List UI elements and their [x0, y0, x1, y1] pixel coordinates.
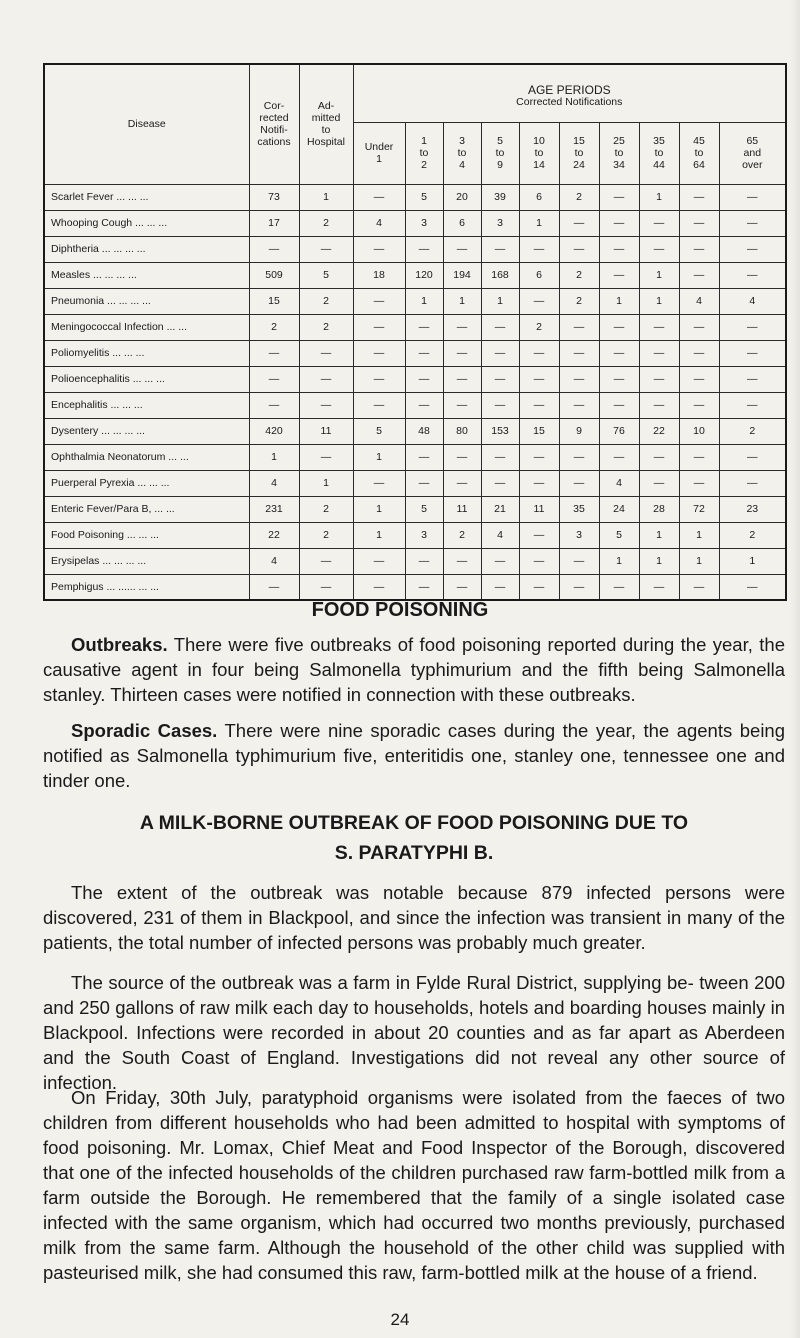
table-cell: —	[405, 236, 443, 262]
table-cell: —	[481, 340, 519, 366]
table-cell: 11	[443, 496, 481, 522]
table-cell: —	[481, 470, 519, 496]
table-cell: —	[599, 366, 639, 392]
table-cell: —	[719, 574, 786, 600]
table-cell: —	[299, 444, 353, 470]
table-cell: 4	[599, 470, 639, 496]
table-cell: —	[519, 392, 559, 418]
table-cell: —	[481, 366, 519, 392]
table-cell: 194	[443, 262, 481, 288]
table-cell: —	[519, 470, 559, 496]
table-cell: —	[405, 314, 443, 340]
table-cell: 420	[249, 418, 299, 444]
table-cell: 3	[405, 210, 443, 236]
table-cell: 4	[249, 548, 299, 574]
table-cell: —	[679, 184, 719, 210]
table-cell: —	[599, 340, 639, 366]
table-cell: 2	[559, 288, 599, 314]
table-cell: 22	[249, 522, 299, 548]
table-cell: 2	[719, 418, 786, 444]
table-cell: 39	[481, 184, 519, 210]
table-cell: —	[405, 366, 443, 392]
table-cell: —	[481, 392, 519, 418]
table-cell: —	[481, 574, 519, 600]
table-cell: —	[249, 340, 299, 366]
header-age-4: 10 to 14	[519, 122, 559, 184]
disease-name: Encephalitis ... ... ...	[44, 392, 249, 418]
table-cell: 2	[249, 314, 299, 340]
table-cell: 1	[519, 210, 559, 236]
table-cell: 1	[679, 548, 719, 574]
table-cell: —	[559, 340, 599, 366]
table-row	[44, 574, 786, 600]
table-cell: 5	[599, 522, 639, 548]
table-cell: 1	[353, 444, 405, 470]
table-cell: —	[405, 340, 443, 366]
table-cell: 153	[481, 418, 519, 444]
table-cell: —	[599, 236, 639, 262]
header-age-3: 5 to 9	[481, 122, 519, 184]
table-cell: 35	[559, 496, 599, 522]
table-cell: 6	[519, 184, 559, 210]
disease-name: Poliomyelitis ... ... ...	[44, 340, 249, 366]
table-cell: 23	[719, 496, 786, 522]
table-row	[44, 340, 786, 366]
table-row	[44, 210, 786, 236]
table-cell: —	[719, 444, 786, 470]
table-cell: —	[353, 236, 405, 262]
header-admitted-to-hospital: Ad- mitted to Hospital	[299, 64, 353, 184]
disease-name: Whooping Cough ... ... ...	[44, 210, 249, 236]
disease-name: Pemphigus ... ...... ... ...	[44, 574, 249, 600]
table-cell: 15	[249, 288, 299, 314]
table-cell: 3	[481, 210, 519, 236]
table-cell: 1	[679, 522, 719, 548]
table-row	[44, 236, 786, 262]
table-cell: 1	[639, 262, 679, 288]
milk-outbreak-paragraph-3	[43, 1085, 785, 1285]
table-cell: 5	[299, 262, 353, 288]
header-age-1: 1 to 2	[405, 122, 443, 184]
table-cell: —	[679, 340, 719, 366]
table-cell: —	[299, 340, 353, 366]
table-cell: —	[519, 444, 559, 470]
table-cell: 22	[639, 418, 679, 444]
table-cell: —	[405, 392, 443, 418]
header-age-0: Under 1	[353, 122, 405, 184]
table-cell: 1	[405, 288, 443, 314]
table-cell: —	[679, 314, 719, 340]
table-cell: 17	[249, 210, 299, 236]
table-cell: —	[299, 548, 353, 574]
table-cell: —	[719, 262, 786, 288]
table-cell: —	[639, 366, 679, 392]
table-cell: 10	[679, 418, 719, 444]
disease-name: Polioencephalitis ... ... ...	[44, 366, 249, 392]
table-cell: 15	[519, 418, 559, 444]
table-cell: 1	[353, 496, 405, 522]
table-cell: —	[719, 340, 786, 366]
table-cell: 2	[299, 288, 353, 314]
table-cell: —	[443, 574, 481, 600]
page-edge-shadow	[790, 0, 800, 1338]
table-cell: —	[719, 470, 786, 496]
milk-para-1-text: The extent of the outbreak was notable because 879 infected persons were discovered, 231 of them in Blackpool, and since the infection was transient in many of the patients, the total number of infected persons was probably much greater.	[43, 882, 785, 953]
table-cell: —	[679, 236, 719, 262]
milk-outbreak-heading-line1: A MILK-BORNE OUTBREAK OF FOOD POISONING DUE TO	[139, 812, 689, 834]
table-cell: —	[481, 444, 519, 470]
table-cell: 76	[599, 418, 639, 444]
table-cell: —	[559, 444, 599, 470]
milk-para-2-text: The source of the outbreak was a farm in Fylde Rural District, supplying be- tween 200 and 250 gallons of raw milk each day to households, hotels and boarding houses mainly in Blackpool. Infections were recorded in about 20 counties and as far apart as Aberdeen and the South Coast of England. Investigations did not reveal any other source of infection.	[43, 972, 785, 1093]
table-row	[44, 548, 786, 574]
table-cell: 4	[719, 288, 786, 314]
disease-name: Pneumonia ... ... ... ...	[44, 288, 249, 314]
table-cell: 168	[481, 262, 519, 288]
table-cell: —	[481, 236, 519, 262]
table-cell: —	[299, 366, 353, 392]
table-cell: —	[249, 574, 299, 600]
table-cell: —	[639, 340, 679, 366]
table-cell: 80	[443, 418, 481, 444]
table-cell: —	[519, 574, 559, 600]
table-cell: —	[519, 288, 559, 314]
table-cell: —	[679, 210, 719, 236]
table-cell: 73	[249, 184, 299, 210]
table-cell: 4	[679, 288, 719, 314]
disease-name: Puerperal Pyrexia ... ... ...	[44, 470, 249, 496]
table-cell: —	[559, 548, 599, 574]
table-cell: —	[443, 366, 481, 392]
table-cell: —	[719, 392, 786, 418]
table-cell: —	[599, 262, 639, 288]
table-cell: —	[353, 392, 405, 418]
table-cell: 2	[299, 314, 353, 340]
header-age-7: 35 to 44	[639, 122, 679, 184]
header-disease: Disease	[44, 64, 249, 184]
table-cell: —	[443, 470, 481, 496]
table-cell: —	[299, 392, 353, 418]
table-cell: 1	[443, 288, 481, 314]
table-cell: 2	[299, 210, 353, 236]
disease-name: Food Poisoning ... ... ...	[44, 522, 249, 548]
table-cell: —	[719, 366, 786, 392]
table-cell: —	[443, 340, 481, 366]
table-row	[44, 496, 786, 522]
table-cell: 1	[599, 288, 639, 314]
table-cell: —	[249, 366, 299, 392]
table-cell: 1	[249, 444, 299, 470]
table-cell: —	[599, 210, 639, 236]
table-row	[44, 522, 786, 548]
notifications-table	[43, 63, 787, 601]
table-cell: —	[353, 548, 405, 574]
table-cell: —	[559, 574, 599, 600]
table-cell: —	[719, 236, 786, 262]
table-row	[44, 184, 786, 210]
table-cell: —	[639, 236, 679, 262]
table-cell: 3	[405, 522, 443, 548]
table-cell: 3	[559, 522, 599, 548]
table-cell: 1	[639, 522, 679, 548]
page-number: 24	[390, 1310, 410, 1329]
table-cell: —	[679, 470, 719, 496]
milk-outbreak-heading	[43, 808, 785, 868]
header-age-8: 45 to 64	[679, 122, 719, 184]
sporadic-paragraph	[43, 718, 785, 793]
disease-name: Ophthalmia Neonatorum ... ...	[44, 444, 249, 470]
table-cell: —	[559, 210, 599, 236]
table-cell: 1	[639, 548, 679, 574]
table-cell: —	[519, 236, 559, 262]
table-cell: 2	[559, 184, 599, 210]
table-cell: 1	[353, 522, 405, 548]
disease-name: Erysipelas ... ... ... ...	[44, 548, 249, 574]
table-cell: 18	[353, 262, 405, 288]
table-cell: —	[353, 340, 405, 366]
table-cell: 1	[639, 288, 679, 314]
table-cell: 5	[405, 496, 443, 522]
disease-name: Dysentery ... ... ... ...	[44, 418, 249, 444]
table-cell: 1	[299, 470, 353, 496]
disease-name: Measles ... ... ... ...	[44, 262, 249, 288]
table-cell: —	[443, 236, 481, 262]
table-cell: —	[443, 392, 481, 418]
table-cell: 2	[299, 496, 353, 522]
table-cell: —	[639, 470, 679, 496]
header-age-9: 65 and over	[719, 122, 786, 184]
table-cell: —	[599, 574, 639, 600]
table-row	[44, 262, 786, 288]
table-cell: —	[599, 314, 639, 340]
table-cell: —	[353, 314, 405, 340]
table-cell: —	[353, 574, 405, 600]
table-cell: —	[639, 444, 679, 470]
table-cell: —	[679, 262, 719, 288]
table-cell: —	[353, 470, 405, 496]
table-cell: 72	[679, 496, 719, 522]
disease-name: Scarlet Fever ... ... ...	[44, 184, 249, 210]
table-cell: —	[443, 548, 481, 574]
table-cell: —	[299, 574, 353, 600]
table-row	[44, 418, 786, 444]
table-cell: 2	[719, 522, 786, 548]
table-cell: —	[519, 366, 559, 392]
table-cell: 231	[249, 496, 299, 522]
header-corrected-notifications: Cor- rected Notifi- cations	[249, 64, 299, 184]
table-cell: —	[559, 366, 599, 392]
table-cell: 2	[519, 314, 559, 340]
disease-name: Diphtheria ... ... ... ...	[44, 236, 249, 262]
table-cell: 4	[481, 522, 519, 548]
table-cell: —	[639, 392, 679, 418]
table-cell: —	[679, 444, 719, 470]
sporadic-label: Sporadic Cases.	[71, 720, 218, 741]
table-cell: 28	[639, 496, 679, 522]
outbreaks-label: Outbreaks.	[71, 634, 168, 655]
table-cell: —	[679, 366, 719, 392]
table-cell: —	[405, 470, 443, 496]
table-cell: —	[639, 210, 679, 236]
table-cell: —	[519, 548, 559, 574]
header-age-periods	[353, 64, 786, 122]
table-cell: —	[639, 574, 679, 600]
table-cell: —	[599, 392, 639, 418]
table-cell: —	[249, 236, 299, 262]
table-cell: —	[481, 314, 519, 340]
table-cell: —	[559, 236, 599, 262]
table-cell: —	[559, 392, 599, 418]
outbreaks-text: There were five outbreaks of food poisoning reported during the year, the causative agent in four being Salmonella typhimurium and the fifth being Salmonella stanley. Thirteen cases were notified in connection with these outbreaks.	[43, 634, 785, 705]
header-age-6: 25 to 34	[599, 122, 639, 184]
header-age-2: 3 to 4	[443, 122, 481, 184]
milk-para-3-text: On Friday, 30th July, paratyphoid organisms were isolated from the faeces of two children from different households who had been admitted to hospital with symptoms of food poisoning. Mr. Lomax, Chief Meat and Food Inspector of the Borough, discovered that one of the infected households of the children purchased raw farm-bottled milk from a farm outside the Borough. He remembered that the family of a single isolated case infected with the same organism, which had occurred two months previously, purchased milk from the same farm. Although the household of the other child was supplied with pasteurised milk, she had consumed this raw, farm-bottled milk at the house of a friend.	[43, 1087, 785, 1283]
table-cell: —	[519, 522, 559, 548]
table-cell: 4	[353, 210, 405, 236]
age-periods-title: AGE PERIODS	[527, 83, 611, 98]
table-row	[44, 366, 786, 392]
table-cell: 1	[719, 548, 786, 574]
table-cell: 5	[405, 184, 443, 210]
table-cell: 9	[559, 418, 599, 444]
table-cell: 1	[299, 184, 353, 210]
table-cell: 24	[599, 496, 639, 522]
food-poisoning-heading: FOOD POISONING	[311, 599, 489, 621]
table-cell: 21	[481, 496, 519, 522]
table-cell: 11	[519, 496, 559, 522]
table-cell: —	[679, 392, 719, 418]
table-cell: 5	[353, 418, 405, 444]
table-cell: —	[481, 548, 519, 574]
milk-outbreak-paragraph-1	[43, 880, 785, 955]
table-cell: —	[559, 470, 599, 496]
table-cell: 11	[299, 418, 353, 444]
table-cell: —	[719, 210, 786, 236]
header-age-5: 15 to 24	[559, 122, 599, 184]
outbreaks-paragraph	[43, 632, 785, 707]
table-cell: 48	[405, 418, 443, 444]
milk-outbreak-heading-line2: S. PARATYPHI B.	[334, 842, 494, 864]
table-cell: —	[443, 444, 481, 470]
table-cell: —	[639, 314, 679, 340]
table-cell: —	[719, 314, 786, 340]
milk-outbreak-paragraph-2	[43, 970, 785, 1095]
table-cell: —	[353, 184, 405, 210]
table-cell: 4	[249, 470, 299, 496]
table-cell: —	[405, 548, 443, 574]
table-cell: 2	[443, 522, 481, 548]
table-cell: 1	[599, 548, 639, 574]
table-cell: 1	[481, 288, 519, 314]
table-cell: 20	[443, 184, 481, 210]
table-cell: 509	[249, 262, 299, 288]
age-periods-subtitle: Corrected Notifications	[516, 96, 623, 109]
table-cell: —	[719, 184, 786, 210]
table-cell: —	[443, 314, 481, 340]
disease-name: Enteric Fever/Para B, ... ...	[44, 496, 249, 522]
table-cell: —	[249, 392, 299, 418]
table-cell: —	[299, 236, 353, 262]
table-cell: —	[679, 574, 719, 600]
sporadic-text: There were nine sporadic cases during the year, the agents being notified as Salmonella typhimurium five, enteritidis one, stanley one, tennessee one and tinder one.	[43, 720, 786, 791]
table-row	[44, 314, 786, 340]
table-cell: —	[353, 288, 405, 314]
table-cell: —	[559, 314, 599, 340]
table-cell: —	[353, 366, 405, 392]
table-cell: —	[405, 444, 443, 470]
table-cell: 6	[519, 262, 559, 288]
table-cell: —	[519, 340, 559, 366]
disease-name: Meningococcal Infection ... ...	[44, 314, 249, 340]
table-cell: 2	[299, 522, 353, 548]
table-cell: 6	[443, 210, 481, 236]
table-row	[44, 470, 786, 496]
table-cell: —	[599, 444, 639, 470]
table-row	[44, 392, 786, 418]
table-cell: —	[405, 574, 443, 600]
table-cell: 120	[405, 262, 443, 288]
table-cell: 1	[639, 184, 679, 210]
table-cell: 2	[559, 262, 599, 288]
table-row	[44, 288, 786, 314]
table-row	[44, 444, 786, 470]
table-cell: —	[599, 184, 639, 210]
